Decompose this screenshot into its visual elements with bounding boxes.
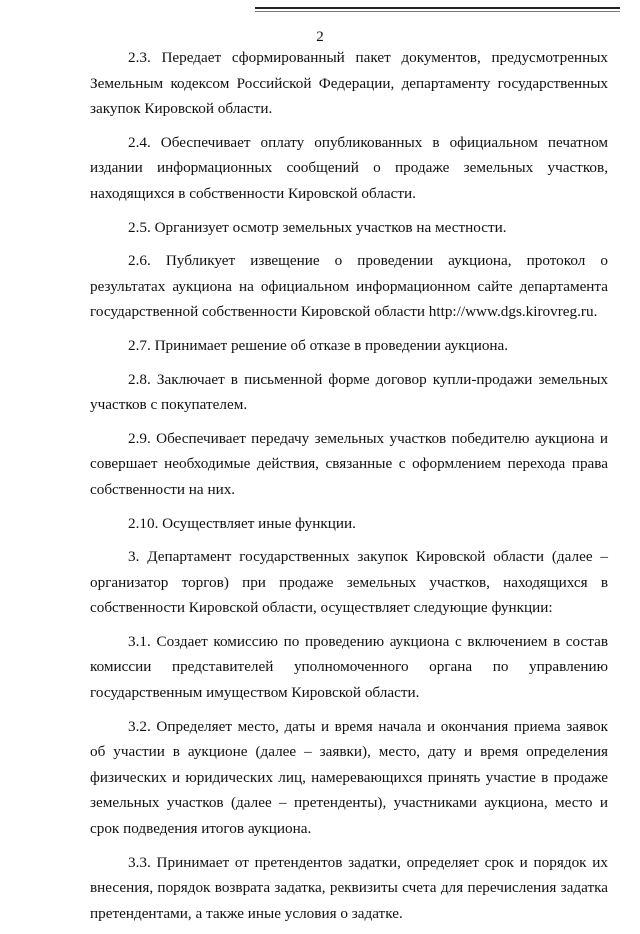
paragraph-3-2: 3.2. Определяет место, даты и время начала и окончания приема заявок об участии в аукционе (далее – заявки), место, дату и время определения физических и юридических лиц, намеревающихся принять участие в продаже земельных участков (далее – претенденты), участниками аукциона, место и срок подведения итогов аукциона.	[90, 717, 608, 838]
paragraph-2-10: 2.10. Осуществляет иные функции.	[128, 514, 356, 532]
paragraph-2-7: 2.7. Принимает решение об отказе в проведении аукциона.	[128, 336, 509, 354]
paragraph-3: 3. Департамент государственных закупок Кировской области (далее – организатор торгов) при продаже земельных участков, находящихся в собственности Кировской области, осуществляет следующие функции:	[90, 548, 608, 617]
paragraph-2-5: 2.5. Организует осмотр земельных участков на местности.	[128, 218, 507, 236]
paragraph-3-3: 3.3. Принимает от претендентов задатки, определяет срок и порядок их внесения, порядок возврата задатка, реквизиты счета для перечисления задатка претендентами, а также иные условия о задатке.	[90, 853, 608, 922]
top-rule-thin	[255, 11, 620, 12]
paragraph-3-1: 3.1. Создает комиссию по проведению аукциона с включением в состав комиссии представителей уполномоченного органа по управлению государственным имуществом Кировской области.	[90, 632, 608, 702]
paragraph-2-6: 2.6. Публикует извещение о проведении аукциона, протокол о результатах аукциона на официальном информационном сайте департамента государственной собственности Кировской области http://www.dgs.kirovreg.ru.	[90, 252, 608, 321]
paragraph-2-3: 2.3. Передает сформированный пакет документов, предусмотренных Земельным кодексом Российской Федерации, департаменту государственных закупок Кировской области.	[90, 49, 608, 118]
top-rule	[255, 7, 620, 9]
paragraph-2-4: 2.4. Обеспечивает оплату опубликованных в официальном печатном издании информационных сообщений о продаже земельных участков, находящихся в собственности Кировской области.	[90, 133, 608, 202]
paragraph-2-9: 2.9. Обеспечивает передачу земельных участков победителю аукциона и совершает необходимые действия, связанные с оформлением перехода права собственности на них.	[90, 429, 608, 498]
paragraph-2-8: 2.8. Заключает в письменной форме договор купли-продажи земельных участков с покупателем.	[90, 370, 608, 414]
page-number: 2	[316, 29, 324, 45]
document-body	[90, 45, 608, 934]
